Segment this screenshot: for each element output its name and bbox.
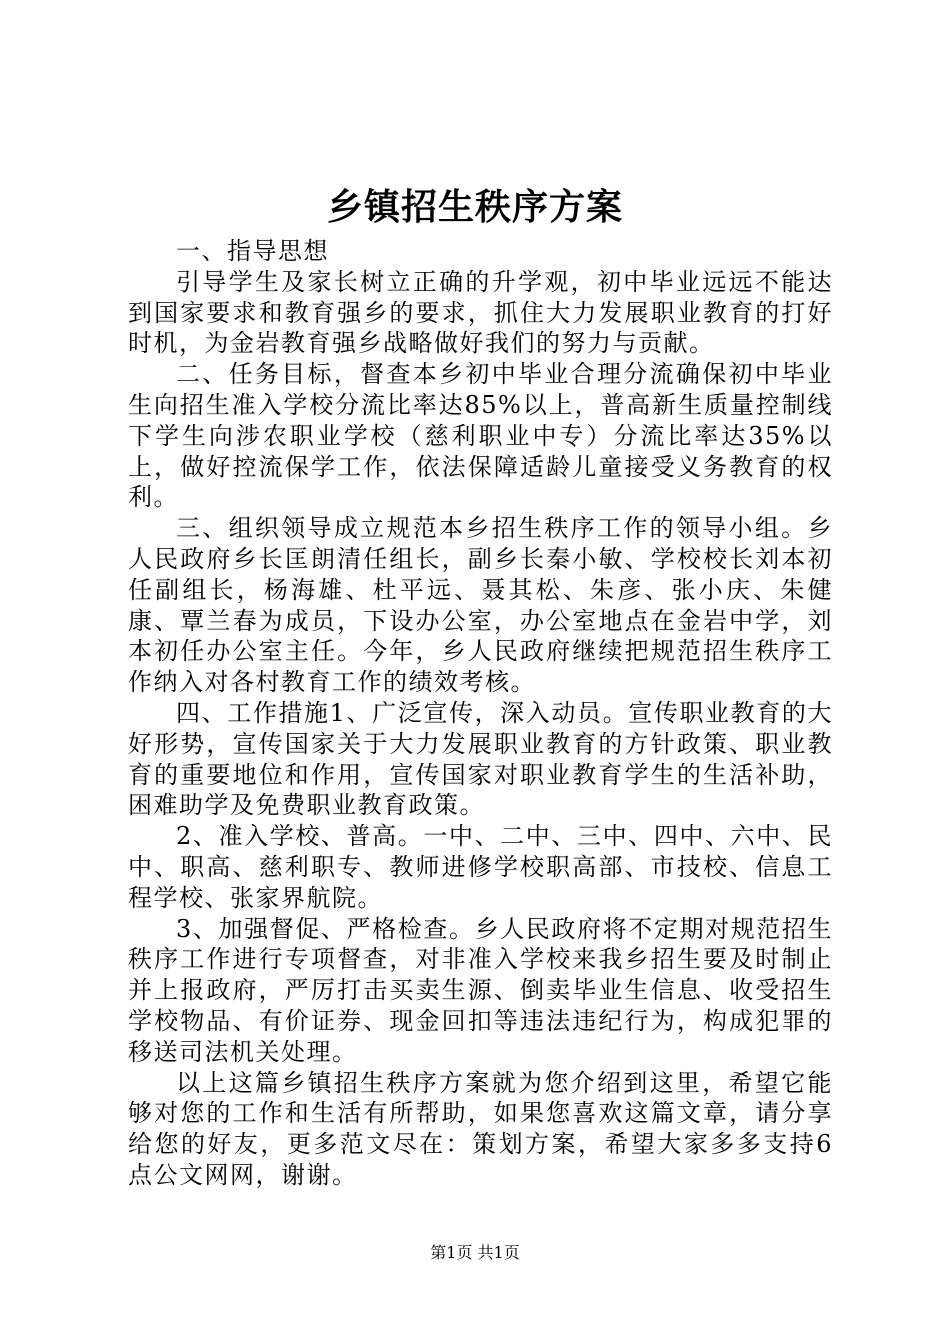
document-title: 乡镇招生秩序方案 (326, 187, 623, 228)
paragraph-measures-publicity: 四、工作措施1、广泛宣传，深入动员。宣传职业教育的大好形势，宣传国家关于大力发展职业教育的方针政策、职业教育的重要地位和作用，宣传国家对职业教育学生的生活补助，困难助学及免费职业教育政策。 (128, 698, 833, 820)
paragraph-organization: 三、组织领导成立规范本乡招生秩序工作的领导小组。乡人民政府乡长匡朗清任组长，副乡长秦小敏、学校校长刘本初任副组长，杨海雄、杜平远、聂其松、朱彦、张小庆、朱健康、覃兰春为成员，下设办公室，办公室地点在金岩中学，刘本初任办公室主任。今年，乡人民政府继续把规范招生秩序工作纳入对各村教育工作的绩效考核。 (128, 514, 833, 697)
paragraph-closing: 以上这篇乡镇招生秩序方案就为您介绍到这里，希望它能够对您的工作和生活有所帮助，如果您喜欢这篇文章，请分享给您的好友，更多范文尽在：策划方案，希望大家多多支持6点公文网网，谢谢。 (128, 1068, 833, 1189)
page-footer: 第1页 共1页 (430, 1243, 520, 1262)
paragraph-guiding-ideology: 引导学生及家长树立正确的升学观，初中毕业远远不能达到国家要求和教育强乡的要求，抓住大力发展职业教育的打好时机，为金岩教育强乡战略做好我们的努力与贡献。 (128, 267, 833, 358)
paragraph-supervision: 3、加强督促、严格检查。乡人民政府将不定期对规范招生秩序工作进行专项督查，对非准入学校来我乡招生要及时制止并上报政府，严厉打击买卖生源、倒卖毕业生信息、收受招生学校物品、有价证券、现金回扣等违法违纪行为，构成犯罪的移送司法机关处理。 (128, 914, 833, 1066)
paragraph-guiding-ideology-heading: 一、指导思想 (176, 237, 329, 265)
paragraph-admitted-schools: 2、准入学校、普高。一中、二中、三中、四中、六中、民中、职高、慈利职专、教师进修学校职高部、市技校、信息工程学校、张家界航院。 (128, 822, 833, 912)
paragraph-task-goals: 二、任务目标，督查本乡初中毕业合理分流确保初中毕业生向招生准入学校分流比率达85%以上，普高新生质量控制线下学生向涉农职业学校（慈利职业中专）分流比率达35%以上，做好控流保学工作，依法保障适龄儿童接受义务教育的权利。 (128, 360, 833, 512)
document-body (128, 236, 833, 1191)
